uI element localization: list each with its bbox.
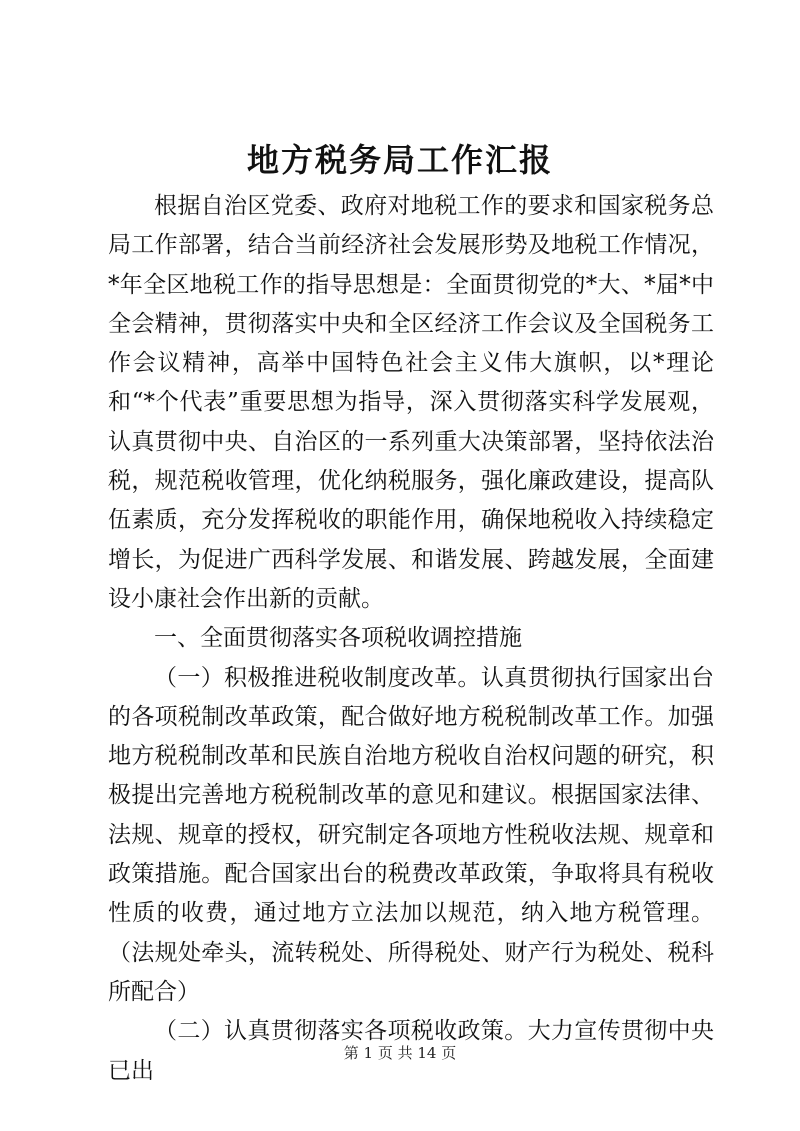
- paragraph-section-1-2: （二）认真贯彻落实各项税收政策。大力宣传贯彻中央已出: [108, 1018, 714, 1084]
- paragraph-intro: 根据自治区党委、政府对地税工作的要求和国家税务总局工作部署，结合当前经济社会发展形势及地税工作情况，*年全区地税工作的指导思想是：全面贯彻党的*大、*届*中全会精神，贯彻落实中央和全区经济工作会议及全国税务工作会议精神，高举中国特色社会主义伟大旗帜，以*理论和“*个代表”重要思想为指导，深入贯彻落实科学发展观，认真贯彻中央、自治区的一系列重大决策部署，坚持依法治税，规范税收管理，优化纳税服务，强化廉政建设，提高队伍素质，充分发挥税收的职能作用，确保地税收入持续稳定增长，为促进广西科学发展、和谐发展、跨越发展，全面建设小康社会作出新的贡献。: [108, 193, 714, 612]
- page-number-footer: 第 1 页 共 14 页: [343, 1044, 457, 1062]
- paragraph-section-1-1: （一）积极推进税收制度改革。认真贯彻执行国家出台的各项税制改革政策，配合做好地方税税制改革工作。加强地方税税制改革和民族自治地方税收自治权问题的研究，积极提出完善地方税税制改革的意见和建议。根据国家法律、法规、规章的授权，研究制定各项地方性税收法规、规章和政策措施。配合国家出台的税费改革政策，争取将具有税收性质的收费，通过地方立法加以规范，纳入地方税管理。（法规处牵头，流转税处、所得税处、财产行为税处、税科所配合）: [108, 664, 714, 1005]
- document-body: [108, 187, 714, 1091]
- document-title: 地方税务局工作汇报: [246, 141, 553, 179]
- section-heading-1: 一、全面贯彻落实各项税收调控措施: [154, 625, 522, 652]
